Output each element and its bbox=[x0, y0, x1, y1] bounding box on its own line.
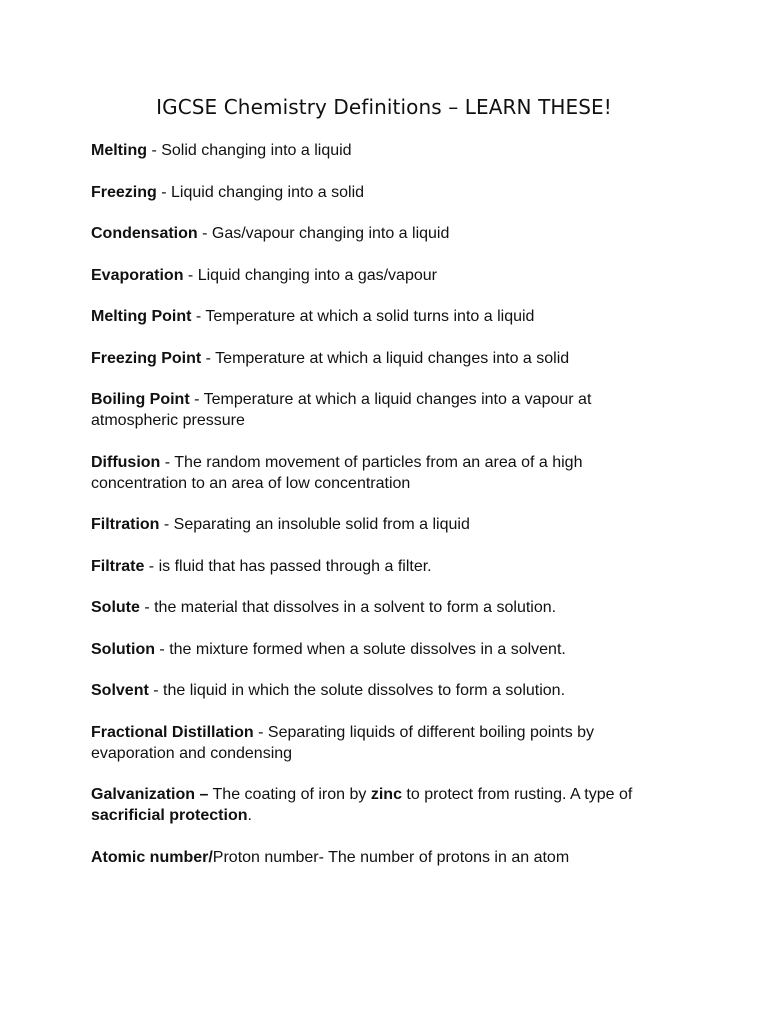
separator: - bbox=[191, 308, 206, 325]
definition-melting-point bbox=[91, 306, 681, 327]
definition-text: The coating of iron by bbox=[208, 786, 371, 803]
definition-solvent bbox=[91, 680, 681, 701]
definition-filtration bbox=[91, 514, 681, 535]
term: Solution bbox=[91, 640, 155, 658]
definition-text: is fluid that has passed through a filter. bbox=[158, 557, 432, 575]
separator: - bbox=[159, 516, 174, 533]
page-title: IGCSE Chemistry Definitions – LEARN THESE! bbox=[156, 95, 612, 119]
term: Freezing bbox=[91, 183, 157, 201]
definition-boiling-point bbox=[91, 389, 681, 431]
definition-text: Proton number- The number of protons in an atom bbox=[212, 848, 570, 866]
definition-text: Solid changing into a liquid bbox=[161, 142, 352, 159]
definition-freezing-point bbox=[91, 348, 681, 369]
term: Melting Point bbox=[91, 308, 192, 325]
term: Diffusion bbox=[91, 453, 161, 471]
separator: - bbox=[156, 183, 172, 201]
separator: - bbox=[139, 599, 155, 616]
separator: - bbox=[189, 391, 204, 408]
separator: - bbox=[183, 266, 198, 284]
definition-text: Temperature at which a solid turns into a liquid bbox=[205, 308, 535, 325]
definition-text: the liquid in which the solute dissolves to form a solution. bbox=[163, 682, 566, 699]
term: Boiling Point bbox=[91, 391, 190, 408]
definition-galvanization bbox=[91, 784, 681, 826]
term: Freezing Point bbox=[91, 349, 202, 367]
definition-solution bbox=[91, 639, 681, 660]
definition-text: Separating liquids of different boiling points by evaporation and condensing bbox=[91, 723, 595, 762]
definition-text: The random movement of particles from an area of a high concentration to an area of low concentration bbox=[91, 453, 583, 492]
term: Condensation bbox=[91, 225, 198, 242]
term: Solute bbox=[91, 599, 140, 616]
definition-melting bbox=[91, 140, 681, 161]
term: Atomic number/ bbox=[91, 848, 213, 866]
term: Galvanization – bbox=[91, 786, 209, 803]
term: Evaporation bbox=[91, 266, 184, 284]
separator: - bbox=[154, 640, 170, 658]
term: Fractional Distillation bbox=[91, 723, 254, 741]
definition-text: Liquid changing into a gas/vapour bbox=[197, 266, 437, 284]
emphasis-sacrificial-protection: sacrificial protection bbox=[91, 807, 248, 824]
definition-text: Liquid changing into a solid bbox=[171, 183, 365, 201]
separator: - bbox=[144, 557, 159, 575]
emphasis-zinc: zinc bbox=[370, 786, 402, 803]
definition-text: Separating an insoluble solid from a liquid bbox=[173, 516, 470, 533]
definition-text: the material that dissolves in a solvent to form a solution. bbox=[154, 599, 557, 616]
separator: - bbox=[201, 349, 216, 367]
definition-text: . bbox=[247, 807, 252, 824]
separator: - bbox=[148, 682, 164, 699]
separator: - bbox=[197, 225, 212, 242]
separator: - bbox=[253, 723, 268, 741]
definition-freezing bbox=[91, 182, 681, 203]
definition-condensation bbox=[91, 223, 681, 244]
definition-text: Temperature at which a liquid changes into a solid bbox=[215, 349, 570, 367]
definition-atomic-number bbox=[91, 847, 681, 868]
term: Melting bbox=[91, 142, 147, 159]
definition-diffusion bbox=[91, 452, 681, 494]
separator: - bbox=[147, 142, 162, 159]
term: Filtrate bbox=[91, 557, 145, 575]
definition-text: Gas/vapour changing into a liquid bbox=[211, 225, 450, 242]
definition-solute bbox=[91, 597, 681, 618]
definition-text: Temperature at which a liquid changes into a vapour at atmospheric pressure bbox=[91, 391, 592, 429]
definition-fractional-distillation bbox=[91, 722, 681, 764]
definitions-list bbox=[91, 140, 681, 888]
term: Solvent bbox=[91, 682, 149, 699]
term: Filtration bbox=[91, 516, 160, 533]
definition-text: the mixture formed when a solute dissolves in a solvent. bbox=[169, 640, 566, 658]
definition-text: to protect from rusting. A type of bbox=[401, 786, 633, 803]
separator: - bbox=[160, 453, 175, 471]
definition-evaporation bbox=[91, 265, 681, 286]
definition-filtrate bbox=[91, 556, 681, 577]
